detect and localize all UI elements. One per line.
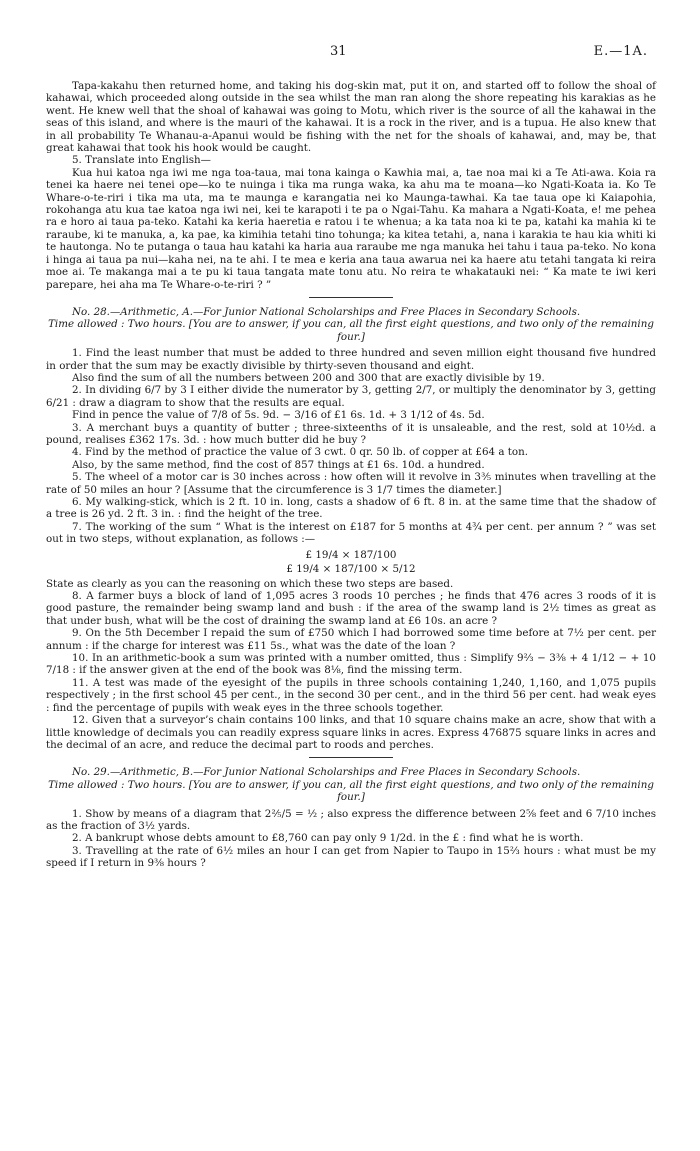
s28-question-7b: State as clearly as you can the reasoning on which these two steps are based. xyxy=(46,577,454,590)
s28-question-12: 12. Given that a surveyor’s chain contains 100 links, and that 10 square chains make an acre, show that with a little knowledge of decimals you can readily express square links in acres. Express 476875 square links in acres and the decimal of an acre, and reduce the decimal part to roods and perches. xyxy=(46,714,656,751)
s28-question-6: 6. My walking-stick, which is 2 ft. 10 in. long, casts a shadow of 6 ft. 8 in. at the same time that the shadow of a tree is 26 yd. 2 ft. 3 in. : find the height of the tree. xyxy=(46,496,656,521)
page-number: 31 xyxy=(330,44,347,59)
intro-paragraph: Tapa-kakahu then returned home, and taking his dog-skin mat, put it on, and started off to follow the shoal of kahawai, which proceeded along outside in the sea whilst the man ran along the shore repeating his karakias as he went. He knew well that the shoal of kahawai was going to Motu, which river is the source of all the kahawai in the seas of this island, and where is the mauri of the kahawai. It is a rock in the river, and is a tupua. He also knew that in all probability Te Whanau-a-Apanui would be fishing with the net for the shoals of kahawai, and, may be, that great kahawai that took his hook would be caught. xyxy=(46,80,656,155)
body-text xyxy=(46,80,656,870)
s28-question-1b: Also find the sum of all the numbers between 200 and 300 that are exactly divisible by 19. xyxy=(72,371,545,384)
working-steps xyxy=(46,548,656,576)
s29-question-1: 1. Show by means of a diagram that 2⅖/5 = ½ ; also express the difference between 2⅝ feet and 6 7/10 inches as the fraction of 3½ yards. xyxy=(46,807,656,832)
section-28-time: Time allowed : Two hours. [You are to answer, if you can, all the first eight questions, and two only of the remaining four.] xyxy=(48,318,654,343)
working-step-2: £ 19/4 × 187/100 × 5/12 xyxy=(286,562,416,575)
s28-question-10: 10. In an arithmetic-book a sum was printed with a number omitted, thus : Simplify 9⅔ − 3⅜ + 4 1/12 − + 10 7/18 : if the answer given at the end of the book was 8⅛, find the missing term. xyxy=(46,652,656,677)
document-reference: E.—1A. xyxy=(593,44,648,59)
s28-question-5: 5. The wheel of a motor car is 30 inches across : how often will it revolve in 3⅗ minutes when travelling at the rate of 50 miles an hour ? [Assume that the circumference is 3 1/7 times the diameter.] xyxy=(46,471,656,496)
s29-question-3: 3. Travelling at the rate of 6½ miles an hour I can get from Napier to Taupo in 15⅔ hours : what must be my speed if I return in 9⅜ hours ? xyxy=(46,844,656,870)
s28-question-9: 9. On the 5th December I repaid the sum of £750 which I had borrowed some time before at 7½ per cent. per annum : if the charge for interest was £11 5s., what was the date of the loan ? xyxy=(46,627,656,652)
section-divider xyxy=(309,297,393,298)
s29-question-2: 2. A bankrupt whose debts amount to £8,760 can pay only 9 1/2d. in the £ : find what he is worth. xyxy=(72,832,584,845)
s28-question-1: 1. Find the least number that must be added to three hundred and seven million eight thousand five hundred in order that the sum may be exactly divisible by thirty-seven thousand and eight. xyxy=(46,347,656,372)
page-header xyxy=(0,46,700,62)
s28-question-11: 11. A test was made of the eyesight of the pupils in three schools containing 1,240, 1,160, and 1,075 pupils respectively ; in the first school 45 per cent., in the second 30 per cent., and in the third 56 per cent. had weak eyes : find the percentage of pupils with weak eyes in the three schools together. xyxy=(46,676,656,714)
s28-question-3: 3. A merchant buys a quantity of butter ; three-sixteenths of it is unsaleable, and the rest, sold at 10½d. a pound, realises £362 17s. 3d. : how much butter did he buy ? xyxy=(46,421,656,446)
maori-passage: Kua hui katoa nga iwi me nga toa-taua, mai tona kainga o Kawhia mai, a, tae noa mai ki a Te Ati-awa. Koia ra tenei ka haere nei tenei ope—ko te nuinga i tika ma runga waka, ka ahu ma te moana—ko Ngati-Koata ia. Ko Te Whare-o-te-riri i tika ma uta, ma te maunga e karangatia nei ko Maunga-tawhai. Ka tae taua ope ki Kaiapohia, rokohanga atu kua tae katoa nga iwi nei, kei te karapoti i te pa o Ngai-Tahu. Ka mahara a Ngati-Koata, e! me pehea ra e horo ai taua pa-teko. Katahi ka keria haeretia e ratou i te whenua; a ka tata noa ki te pa, katahi ka mahia ki te raraubе, ki te manuka, a, ka pae, ka kimihia tetahi tino tohunga; ka kitea tetahi, a, nana i karakia te hau kia whiti ki te hautonga. No te putanga o taua hau katahi ka haria aua raraube me nga manuka hei tahu i taua pa-teko. No kona i hinga ai taua pa nui—kaha nei, na te ahi. I te mea e keria ana taua awarua nei ka haere atu tetahi tangata ki reira moe ai. Te makanga mai a te pu ki taua tangata mate tonu atu. No reira te whakatauki nei: “ Ka mate te iwi keri parepare, hei aha ma Te Whare-o-te-riri ? ” xyxy=(46,166,656,291)
s28-question-2: 2. In dividing 6/7 by 3 I either divide the numerator by 3, getting 2/7, or multiply the denominator by 3, getting 6/21 : draw a diagram to show that the results are equal. xyxy=(46,384,656,409)
s28-question-4b: Also, by the same method, find the cost of 857 things at £1 6s. 10d. a hundred. xyxy=(72,458,485,471)
question-5-heading: 5. Translate into English— xyxy=(72,154,211,167)
working-step-1: £ 19/4 × 187/100 xyxy=(305,548,397,561)
section-divider-2 xyxy=(309,757,393,758)
section-28-title: No. 28.—Arithmetic, A.—For Junior National Scholarships and Free Places in Secondary Schools. xyxy=(72,305,581,318)
section-29-time: Time allowed : Two hours. [You are to answer, if you can, all the first eight questions, and two only of the remaining four.] xyxy=(48,778,654,804)
s28-question-4: 4. Find by the method of practice the value of 3 cwt. 0 qr. 50 lb. of copper at £64 a ton. xyxy=(72,446,528,459)
s28-question-7: 7. The working of the sum “ What is the interest on £187 for 5 months at 4¾ per cent. per annum ? ” was set out in two steps, without explanation, as follows :— xyxy=(46,520,656,546)
s28-question-2b: Find in pence the value of 7/8 of 5s. 9d. − 3/16 of £1 6s. 1d. + 3 1/12 of 4s. 5d. xyxy=(72,409,485,422)
section-29-title: No. 29.—Arithmetic, B.—For Junior National Scholarships and Free Places in Secondary Schools. xyxy=(72,766,581,779)
s28-question-8: 8. A farmer buys a block of land of 1,095 acres 3 roods 10 perches ; he finds that 476 acres 3 roods of it is good pasture, the remainder being swamp land and bush : if the area of the swamp land is 2½ times as great as that under bush, what will be the cost of draining the swamp land at £6 10s. an acre ? xyxy=(46,590,656,627)
